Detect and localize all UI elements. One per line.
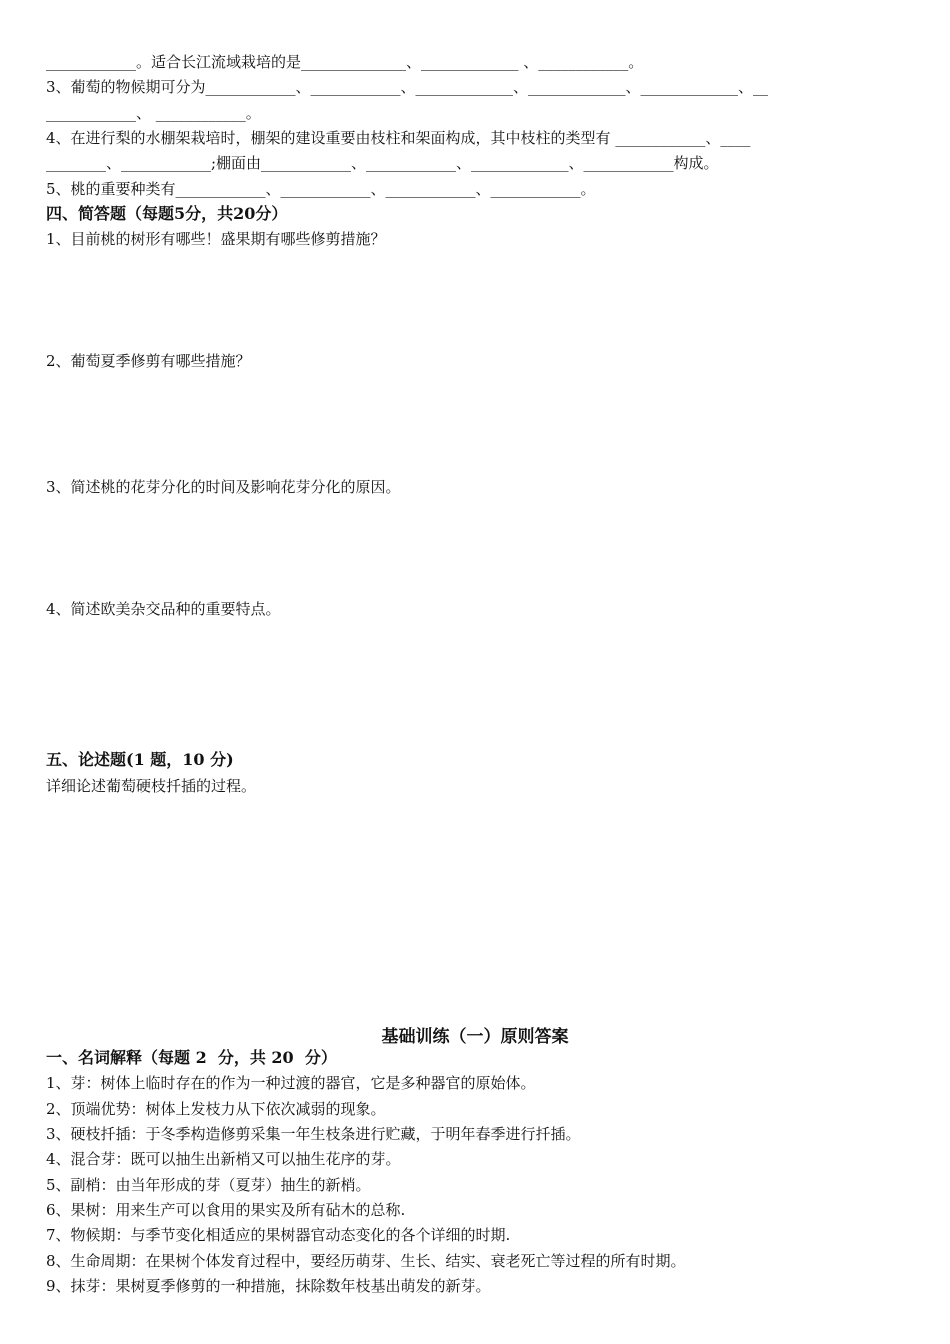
answer-item-7: 7、物候期：与季节变化相适应的果树器官动态变化的各个详细的时期. bbox=[46, 1226, 511, 1244]
answer-item-6: 6、果树：用来生产可以食用的果实及所有砧木的总称. bbox=[46, 1201, 406, 1219]
answers-title: 基础训练（一）原则答案 bbox=[381, 1027, 569, 1047]
short-answer-heading: 四、简答题（每题5分，共20分） bbox=[46, 204, 288, 223]
short-answer-q3: 3、简述桃的花芽分化的时间及影响花芽分化的原因。 bbox=[46, 478, 401, 496]
fill-in-q3-line1: 3、葡萄的物候期可分为____________、____________、_____________、_____________、_____________、__ bbox=[46, 78, 769, 96]
answer-item-2: 2、顶端优势：树体上发枝力从下依次减弱的现象。 bbox=[46, 1100, 386, 1118]
short-answer-q1: 1、目前桃的树形有哪些！盛果期有哪些修剪措施？ bbox=[46, 230, 386, 248]
answer-item-9: 9、抹芽：果树夏季修剪的一种措施，抹除数年枝基出萌发的新芽。 bbox=[46, 1277, 491, 1295]
answer-item-1: 1、芽：树体上临时存在的作为一种过渡的器官，它是多种器官的原始体。 bbox=[46, 1074, 536, 1092]
short-answer-q4: 4、简述欧美杂交品种的重要特点。 bbox=[46, 600, 281, 618]
answer-item-5: 5、副梢：由当年形成的芽（夏芽）抽生的新梢。 bbox=[46, 1176, 371, 1194]
answer-item-3: 3、硬枝扦插：于冬季构造修剪采集一年生枝条进行贮藏，于明年春季进行扦插。 bbox=[46, 1125, 581, 1143]
answer-item-8: 8、生命周期：在果树个体发育过程中，要经历萌芽、生长、结实、衰老死亡等过程的所有时期。 bbox=[46, 1252, 686, 1270]
fill-in-q5: 5、桃的重要种类有____________、____________、____________、____________。 bbox=[46, 180, 596, 198]
short-answer-q2: 2、葡萄夏季修剪有哪些措施？ bbox=[46, 352, 251, 370]
essay-heading: 五、论述题(1 题，10 分) bbox=[46, 750, 234, 769]
answer-item-4: 4、混合芽：既可以抽生出新梢又可以抽生花序的芽。 bbox=[46, 1150, 401, 1168]
essay-q1: 详细论述葡萄硬枝扦插的过程。 bbox=[46, 777, 257, 795]
fill-in-q2-continuation: ____________。适合长江流域栽培的是______________、_____________ 、____________。 bbox=[46, 53, 644, 71]
fill-in-q4-line2: ________、____________;棚面由____________、____________、_____________、____________构成。 bbox=[46, 154, 719, 172]
fill-in-q4-line1: 4、在进行梨的水棚架栽培时，棚架的建设重要由枝柱和架面构成，其中枝柱的类型有 ____________、____ bbox=[46, 129, 751, 147]
fill-in-q3-line2: ____________、 ____________。 bbox=[46, 104, 261, 122]
answers-section1-heading: 一、名词解释（每题 2 分，共 20 分） bbox=[46, 1048, 337, 1067]
